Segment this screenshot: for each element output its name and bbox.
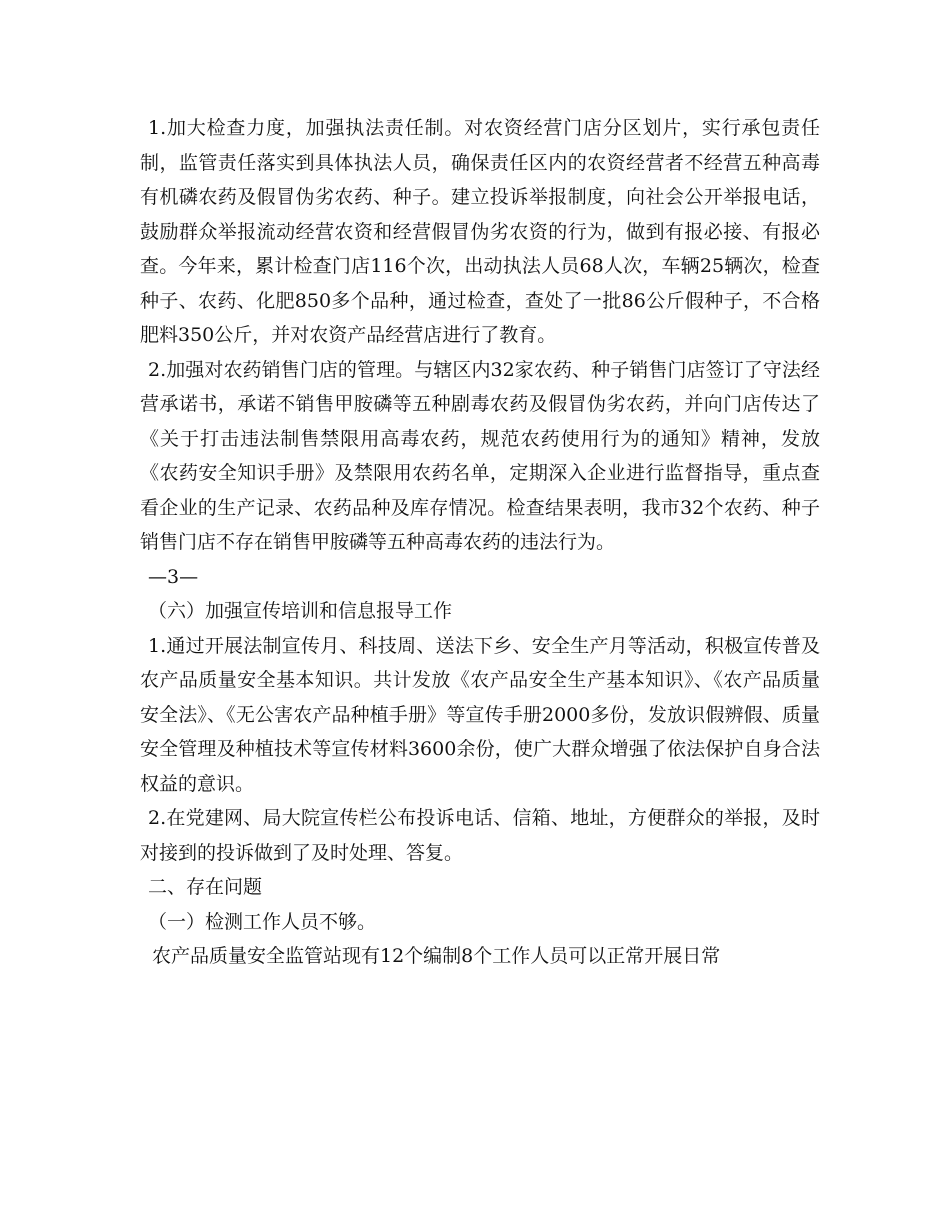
paragraph-pesticide-shops: 2.加强对农药销售门店的管理。与辖区内32家农药、种子销售门店签订了守法经营承诺书，承诺不销售甲胺磷等五种剧毒农药及假冒伪劣农药，并向门店传达了《关于打击违法制售禁限用高毒农药，规范农药使用行为的通知》精神，发放《农药安全知识手册》及禁限用农药名单，定期深入企业进行监督指导，重点查看企业的生产记录、农药品种及库存情况。检查结果表明，我市32个农药、种子销售门店不存在销售甲胺磷等五种高毒农药的违法行为。 xyxy=(140,358,820,553)
section-heading-problems: 二、存在问题 xyxy=(148,876,263,898)
section-heading-publicity: （六）加强宣传培训和信息报导工作 xyxy=(148,600,453,622)
paragraph-publicity-activities: 1.通过开展法制宣传月、科技周、送法下乡、安全生产月等活动，积极宣传普及农产品质量安全基本知识。共计发放《农产品安全生产基本知识》、《农产品质量安全法》、《无公害农产品种植手册》等宣传手册2000多份，发放识假辨假、质量安全管理及种植技术等宣传材料3600余份，使广大群众增强了依法保护自身合法权益的意识。 xyxy=(140,634,820,795)
paragraph-inspection: 1.加大检查力度，加强执法责任制。对农资经营门店分区划片，实行承包责任制，监管责任落实到具体执法人员，确保责任区内的农资经营者不经营五种高毒有机磷农药及假冒伪劣农药、种子。建立投诉举报制度，向社会公开举报电话，鼓励群众举报流动经营农资和经营假冒伪劣农资的行为，做到有报必接、有报必查。今年来，累计检查门店116个次，出动执法人员68人次，车辆25辆次，检查种子、农药、化肥850多个品种，通过检查，查处了一批86公斤假种子，不合格肥料350公斤，并对农资产品经营店进行了教育。 xyxy=(140,117,820,346)
paragraph-staff-status: 农产品质量安全监管站现有12个编制8个工作人员可以正常开展日常 xyxy=(152,945,721,967)
document-body xyxy=(140,111,820,974)
page-number: —3— xyxy=(148,565,199,588)
subsection-heading-staff: （一）检测工作人员不够。 xyxy=(148,910,377,933)
paragraph-complaint-channels: 2.在党建网、局大院宣传栏公布投诉电话、信箱、地址，方便群众的举报，及时对接到的投诉做到了及时处理、答复。 xyxy=(140,807,820,864)
